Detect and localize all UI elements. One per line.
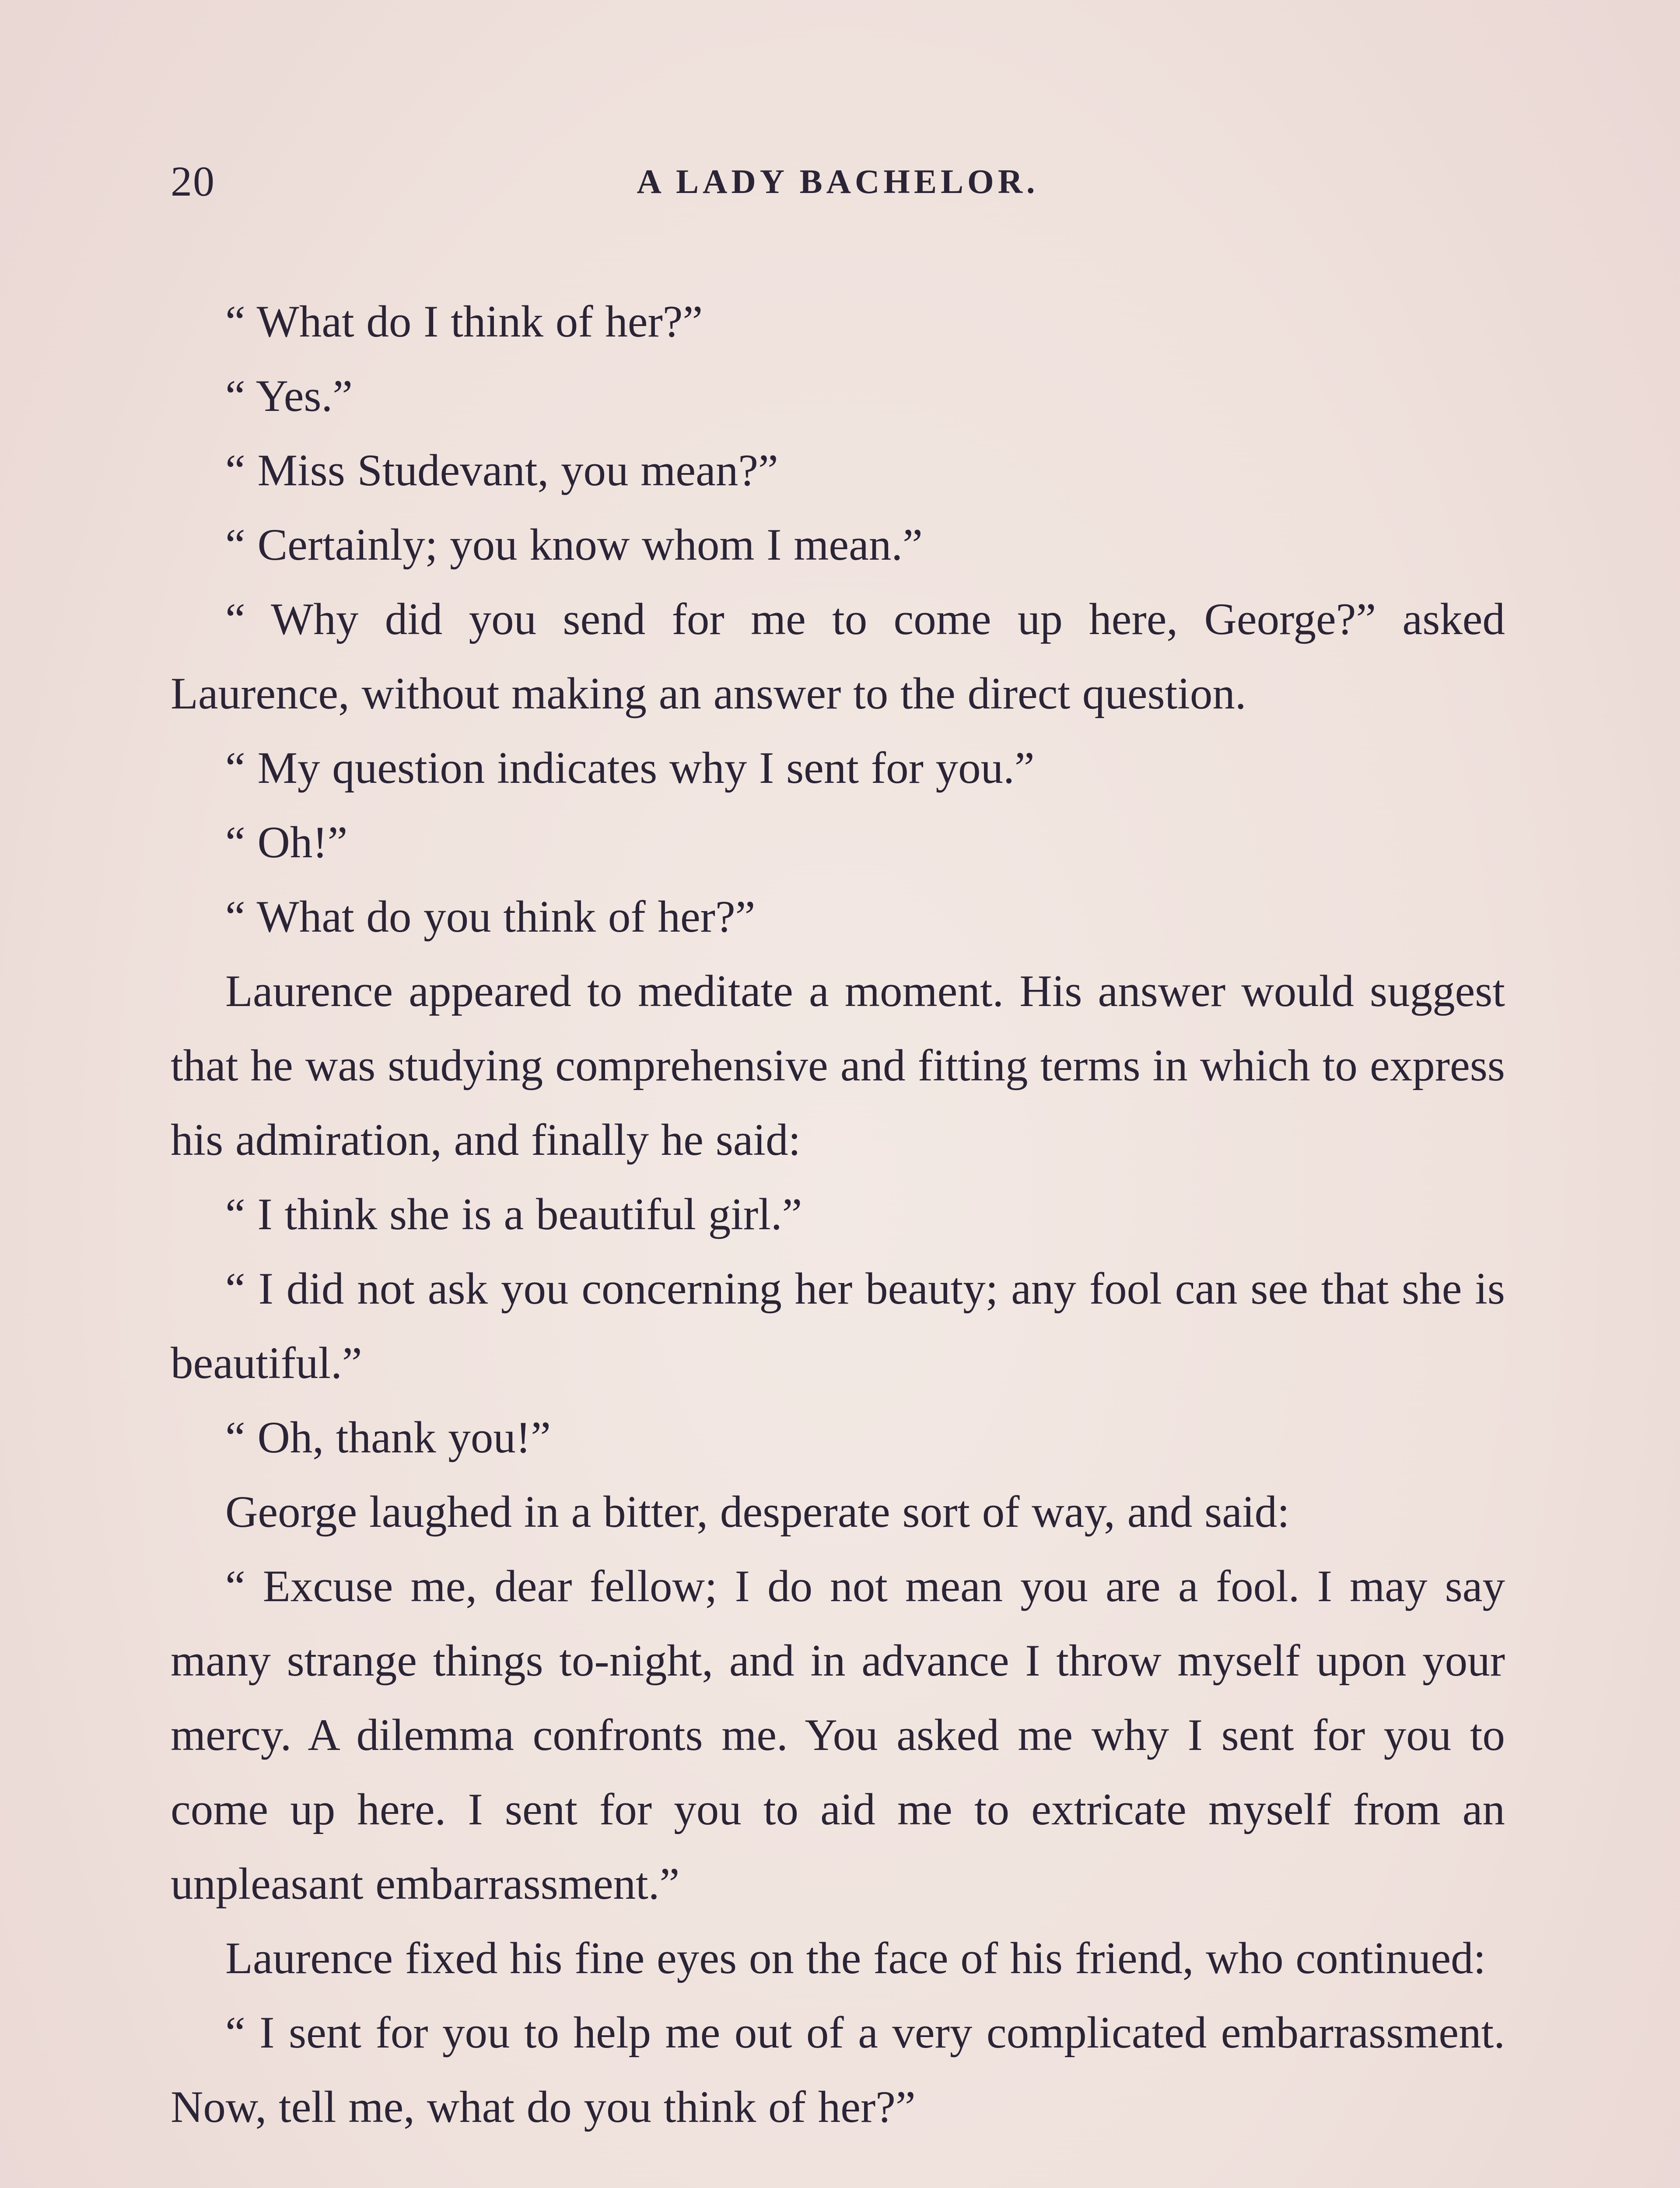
paragraph: Laurence appeared to meditate a moment. His answer would suggest that he was studying comprehensive and fitting terms in which to express his admiration, and finally he said:	[171, 966, 1505, 1165]
paragraph: “ Oh!”	[225, 817, 348, 867]
running-head: A LADY BACHELOR.	[637, 162, 1039, 200]
paragraph: “ My question indicates why I sent for you.”	[225, 743, 1035, 793]
paragraph: “ What do I think of her?”	[225, 297, 703, 347]
paragraph: “ I sent for you to help me out of a very complicated embarrassment. Now, tell me, what do you think of her?”	[171, 2008, 1505, 2132]
body-text	[171, 284, 1505, 2144]
page-header	[171, 155, 1505, 208]
paragraph: “ Oh, thank you!”	[225, 1413, 551, 1462]
paragraph: “ I think she is a beautiful girl.”	[225, 1189, 802, 1239]
paragraph: “ Why did you send for me to come up here, George?” asked Laurence, without making an answer to the direct question.	[171, 594, 1505, 719]
paragraph: “ Excuse me, dear fellow; I do not mean you are a fool. I may say many strange things to-night, and in advance I throw myself upon your mercy. A dilemma confronts me. You asked me why I sent for you to come up here. I sent for you to aid me to extricate myself from an unpleasant embarrassment.”	[171, 1561, 1505, 1909]
paragraph: “ What do you think of her?”	[225, 892, 756, 942]
paragraph: George laughed in a bitter, desperate sort of way, and said:	[225, 1487, 1290, 1537]
paragraph: “ Certainly; you know whom I mean.”	[225, 520, 923, 570]
paragraph: Laurence fixed his fine eyes on the face of his friend, who continued:	[225, 1933, 1486, 1983]
paragraph: “ Miss Studevant, you mean?”	[225, 445, 778, 495]
paragraph: “ I did not ask you concerning her beauty; any fool can see that she is beautiful.”	[171, 1264, 1505, 1388]
paragraph: “ Yes.”	[225, 371, 353, 421]
page-number: 20	[171, 158, 215, 205]
